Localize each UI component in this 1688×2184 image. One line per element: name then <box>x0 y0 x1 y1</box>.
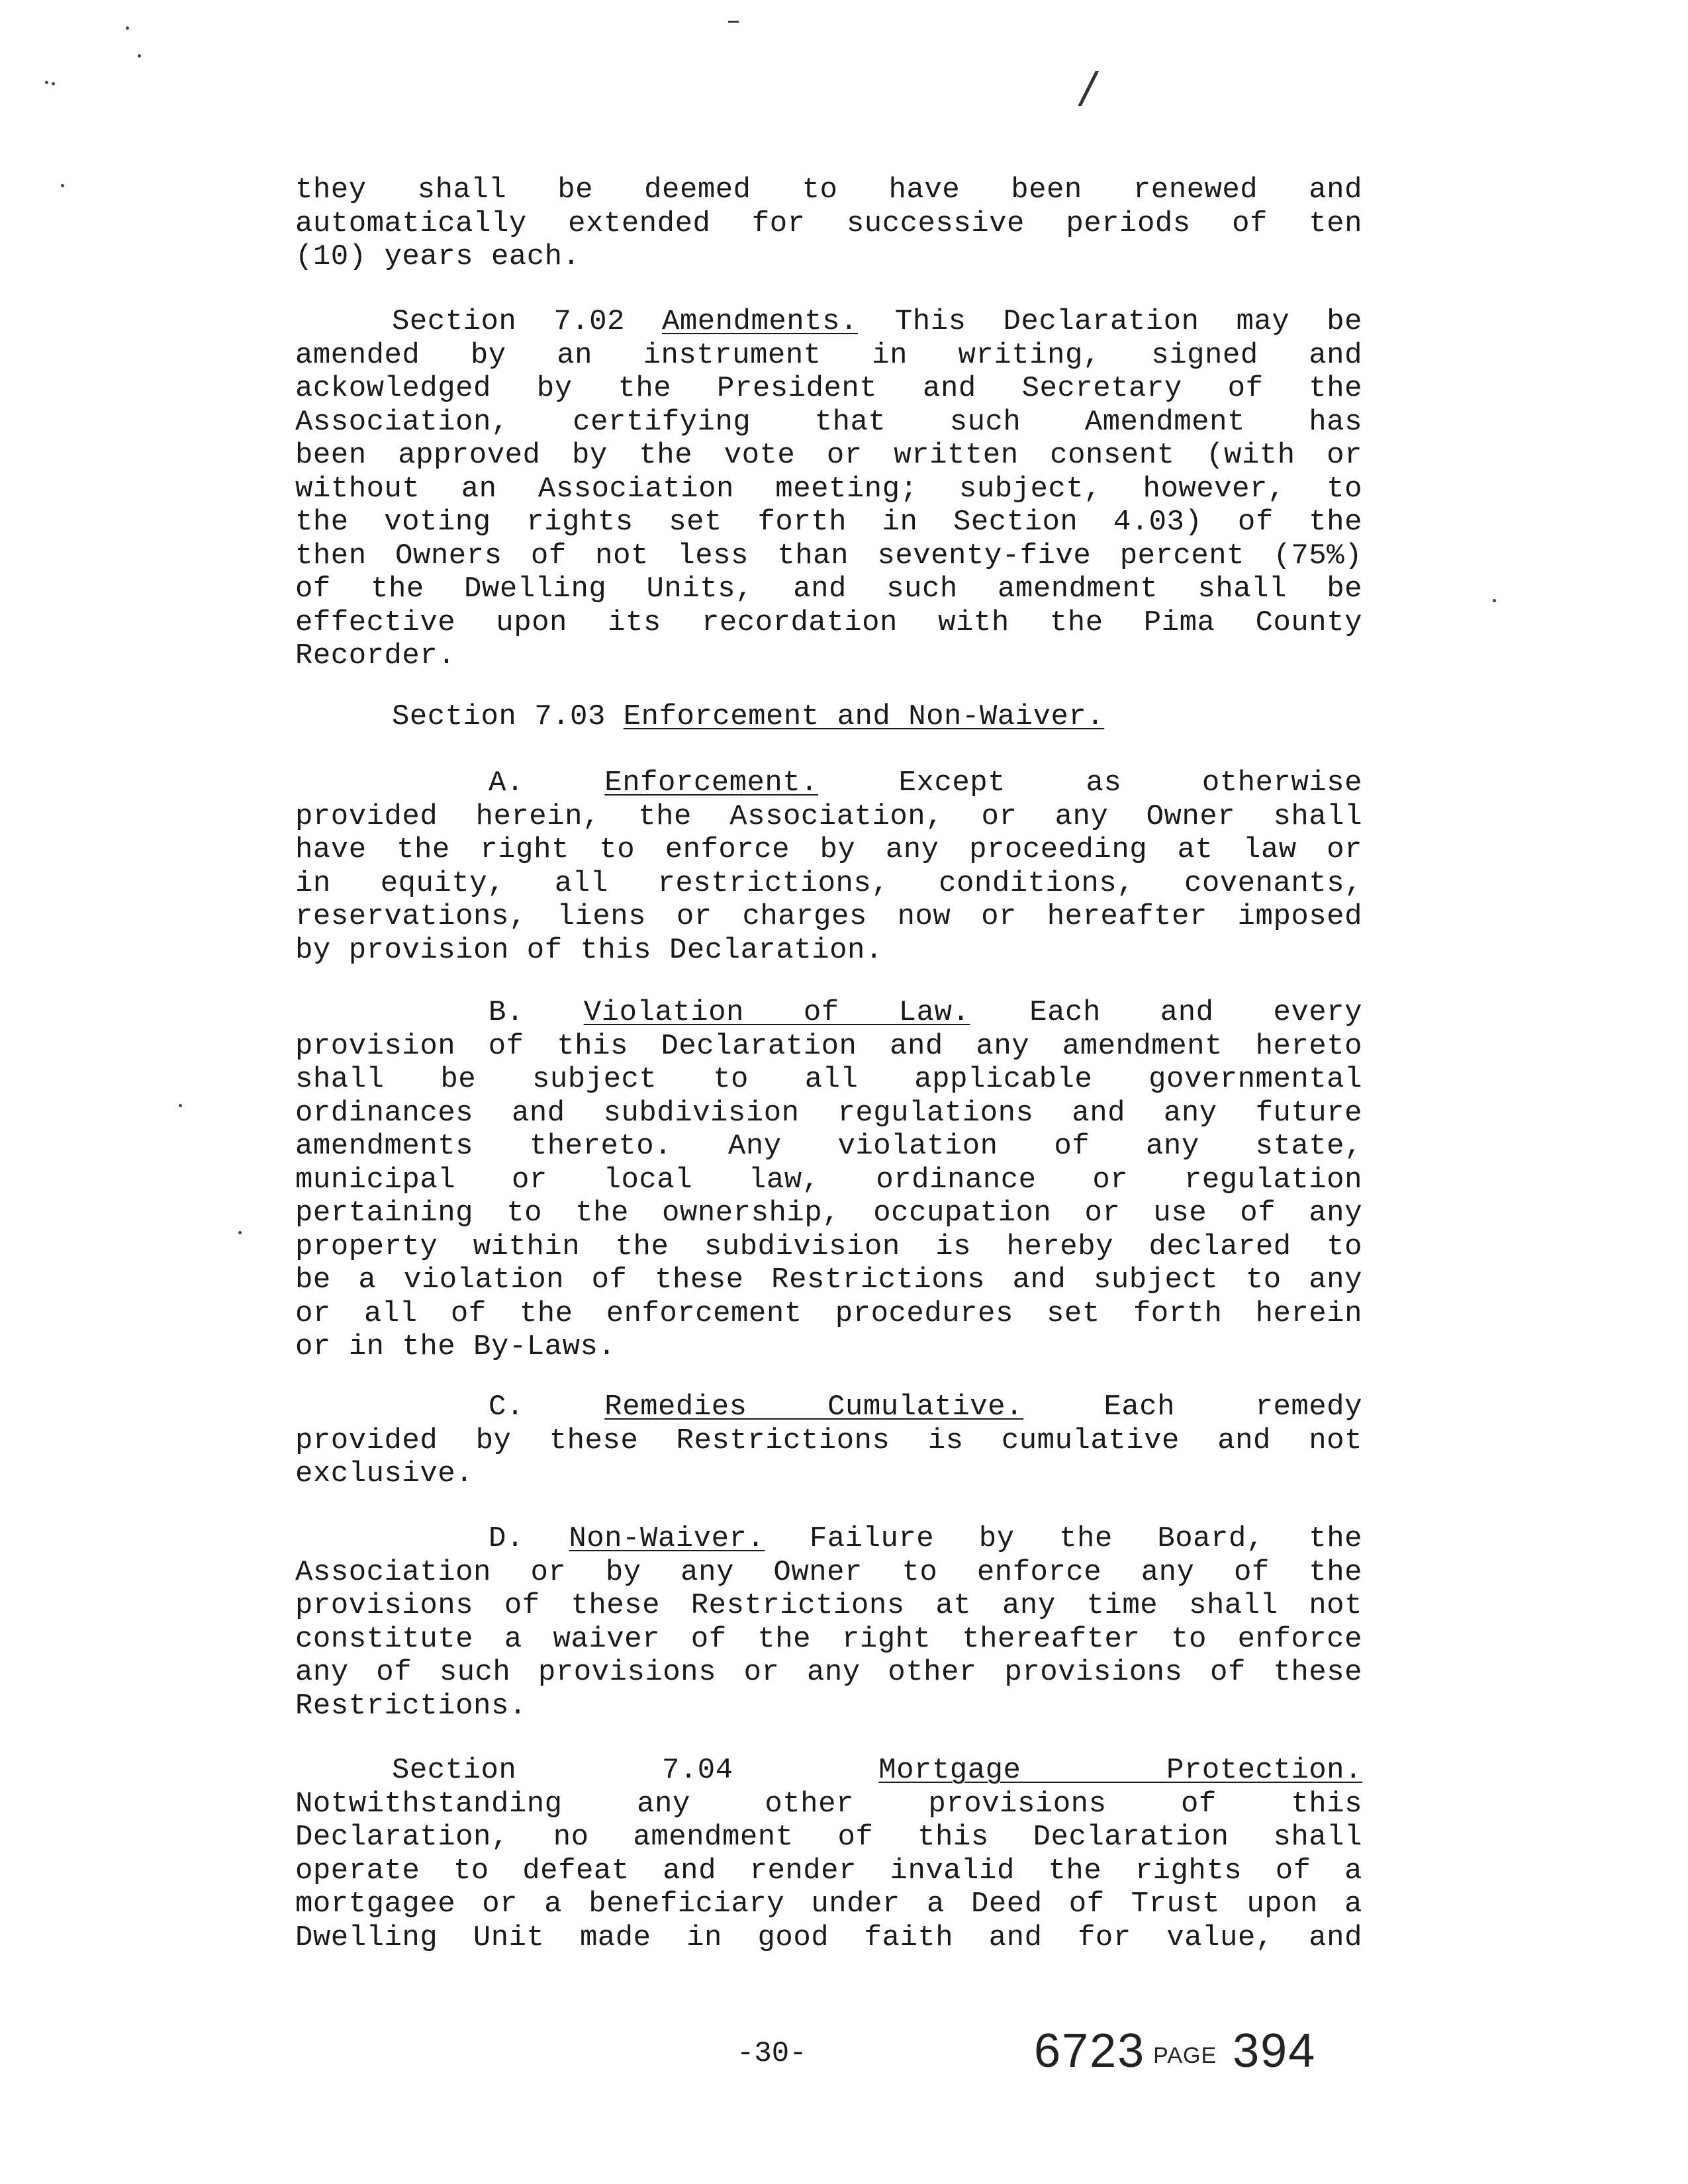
subsection-first-line <box>295 1522 1362 1556</box>
page-number: -30- <box>737 2037 807 2070</box>
scan-speck <box>126 26 129 30</box>
text-fragment: Except as otherwise <box>818 766 1362 799</box>
text-line: effective upon its recordation with the Pima County <box>295 606 1362 639</box>
text-line: (10) years each. <box>295 240 581 273</box>
text-line: ordinances and subdivision regulations and any future <box>295 1096 1362 1130</box>
text-line: provided by these Restrictions is cumulative and not <box>295 1424 1362 1457</box>
subsection-letter: B. <box>489 996 584 1029</box>
section-heading: Mortgage Protection. <box>878 1754 1362 1787</box>
scan-speck <box>179 1104 182 1107</box>
text-line: been approved by the vote or written consent (with or <box>295 439 1362 472</box>
text-line: Declaration, no amendment of this Declaration shall <box>295 1821 1362 1854</box>
text-line: exclusive. <box>295 1457 474 1490</box>
text-line: be a violation of these Restrictions and subject to any <box>295 1263 1362 1297</box>
text-line: shall be subject to all applicable governmental <box>295 1063 1362 1096</box>
subsection-heading: Remedies Cumulative. <box>604 1390 1023 1424</box>
scan-speck <box>138 54 141 58</box>
section-heading: Amendments. <box>661 305 858 338</box>
section-first-line <box>295 1754 1362 1788</box>
text-line: Recorder. <box>295 639 456 672</box>
section-7-03-heading <box>295 700 1362 734</box>
text-fragment: Failure by the Board, the <box>765 1522 1363 1555</box>
text-line: Association or by any Owner to enforce any of the <box>295 1555 1362 1589</box>
recording-stamp <box>1034 2024 1316 2078</box>
text-line: amended by an instrument in writing, signed and <box>295 338 1362 372</box>
text-line: Restrictions. <box>295 1689 527 1723</box>
text-line: or all of the enforcement procedures set forth herein <box>295 1297 1362 1330</box>
text-line: property within the subdivision is hereby declared to <box>295 1230 1362 1263</box>
section-first-line <box>295 305 1362 339</box>
scan-speck <box>52 82 55 85</box>
text-line: by provision of this Declaration. <box>295 933 883 967</box>
text-fragment: Each remedy <box>1023 1390 1362 1424</box>
text-line: provided herein, the Association, or any Owner shall <box>295 799 1362 833</box>
text-line: Dwelling Unit made in good faith and for value, and <box>295 1921 1362 1954</box>
text-fragment: This Declaration may be <box>857 305 1362 338</box>
text-line: municipal or local law, ordinance or regulation <box>295 1163 1362 1197</box>
text-line: amendments thereto. Any violation of any state, <box>295 1130 1362 1163</box>
scan-speck <box>1493 599 1496 602</box>
section-7-04-mortgage-protection <box>295 1754 1362 1954</box>
subsection-letter: D. <box>489 1522 569 1555</box>
paragraph-continuation <box>295 173 1362 274</box>
text-line: of the Dwelling Units, and such amendment shall be <box>295 572 1362 606</box>
recording-book-number: 6723 <box>1034 2025 1146 2077</box>
subsection-d-non-waiver <box>295 1522 1362 1723</box>
subsection-a-enforcement <box>295 766 1362 967</box>
text-line: provision of this Declaration and any amendment hereto <box>295 1029 1362 1063</box>
scan-speck <box>61 184 64 187</box>
scan-speck <box>238 1231 242 1234</box>
scan-speck <box>45 81 48 84</box>
section-heading: Enforcement and Non-Waiver. <box>623 700 1105 733</box>
text-line: Association, certifying that such Amendment has <box>295 405 1362 439</box>
top-slash-mark: / <box>1081 64 1096 113</box>
subsection-first-line <box>295 766 1362 800</box>
text-line: operate to defeat and render invalid the rights of a <box>295 1854 1362 1888</box>
subsection-heading: Non-Waiver. <box>569 1522 765 1555</box>
subsection-first-line <box>295 1390 1362 1424</box>
scan-dash-mark: – <box>727 5 740 36</box>
text-line: they shall be deemed to have been renewed and <box>295 173 1362 206</box>
text-line: or in the By-Laws. <box>295 1330 616 1363</box>
section-first-line <box>295 700 1362 734</box>
text-line: provisions of these Restrictions at any time shall not <box>295 1589 1362 1622</box>
text-line: in equity, all restrictions, conditions, covenants, <box>295 866 1362 900</box>
text-line: pertaining to the ownership, occupation or use of any <box>295 1197 1362 1230</box>
recording-page-number: 394 <box>1233 2025 1317 2077</box>
section-number: Section 7.02 <box>392 305 662 338</box>
text-fragment: Each and every <box>970 996 1362 1029</box>
text-line: then Owners of not less than seventy-five percent (75%) <box>295 539 1362 572</box>
subsection-heading: Violation of Law. <box>583 996 970 1029</box>
text-line: Notwithstanding any other provisions of this <box>295 1787 1362 1821</box>
text-line: reservations, liens or charges now or hereafter imposed <box>295 900 1362 933</box>
text-line: have the right to enforce by any proceeding at law or <box>295 833 1362 866</box>
recording-page-label: PAGE <box>1153 2043 1217 2068</box>
section-number: Section 7.03 <box>392 700 624 733</box>
subsection-c-remedies-cumulative <box>295 1390 1362 1491</box>
text-line: any of such provisions or any other provisions of these <box>295 1656 1362 1689</box>
text-line: automatically extended for successive periods of ten <box>295 206 1362 240</box>
section-7-02-amendments <box>295 305 1362 673</box>
text-line: the voting rights set forth in Section 4.03) of the <box>295 506 1362 539</box>
text-line: mortgagee or a beneficiary under a Deed of Trust upon a <box>295 1888 1362 1921</box>
text-line: ackowledged by the President and Secretary of the <box>295 372 1362 405</box>
section-number: Section 7.04 <box>392 1754 879 1787</box>
text-line: constitute a waiver of the right thereafter to enforce <box>295 1622 1362 1656</box>
subsection-first-line <box>295 996 1362 1030</box>
subsection-heading: Enforcement. <box>604 766 819 799</box>
subsection-letter: C. <box>489 1390 605 1424</box>
text-line: without an Association meeting; subject, however, to <box>295 472 1362 506</box>
subsection-b-violation-of-law <box>295 996 1362 1364</box>
subsection-letter: A. <box>489 766 605 799</box>
